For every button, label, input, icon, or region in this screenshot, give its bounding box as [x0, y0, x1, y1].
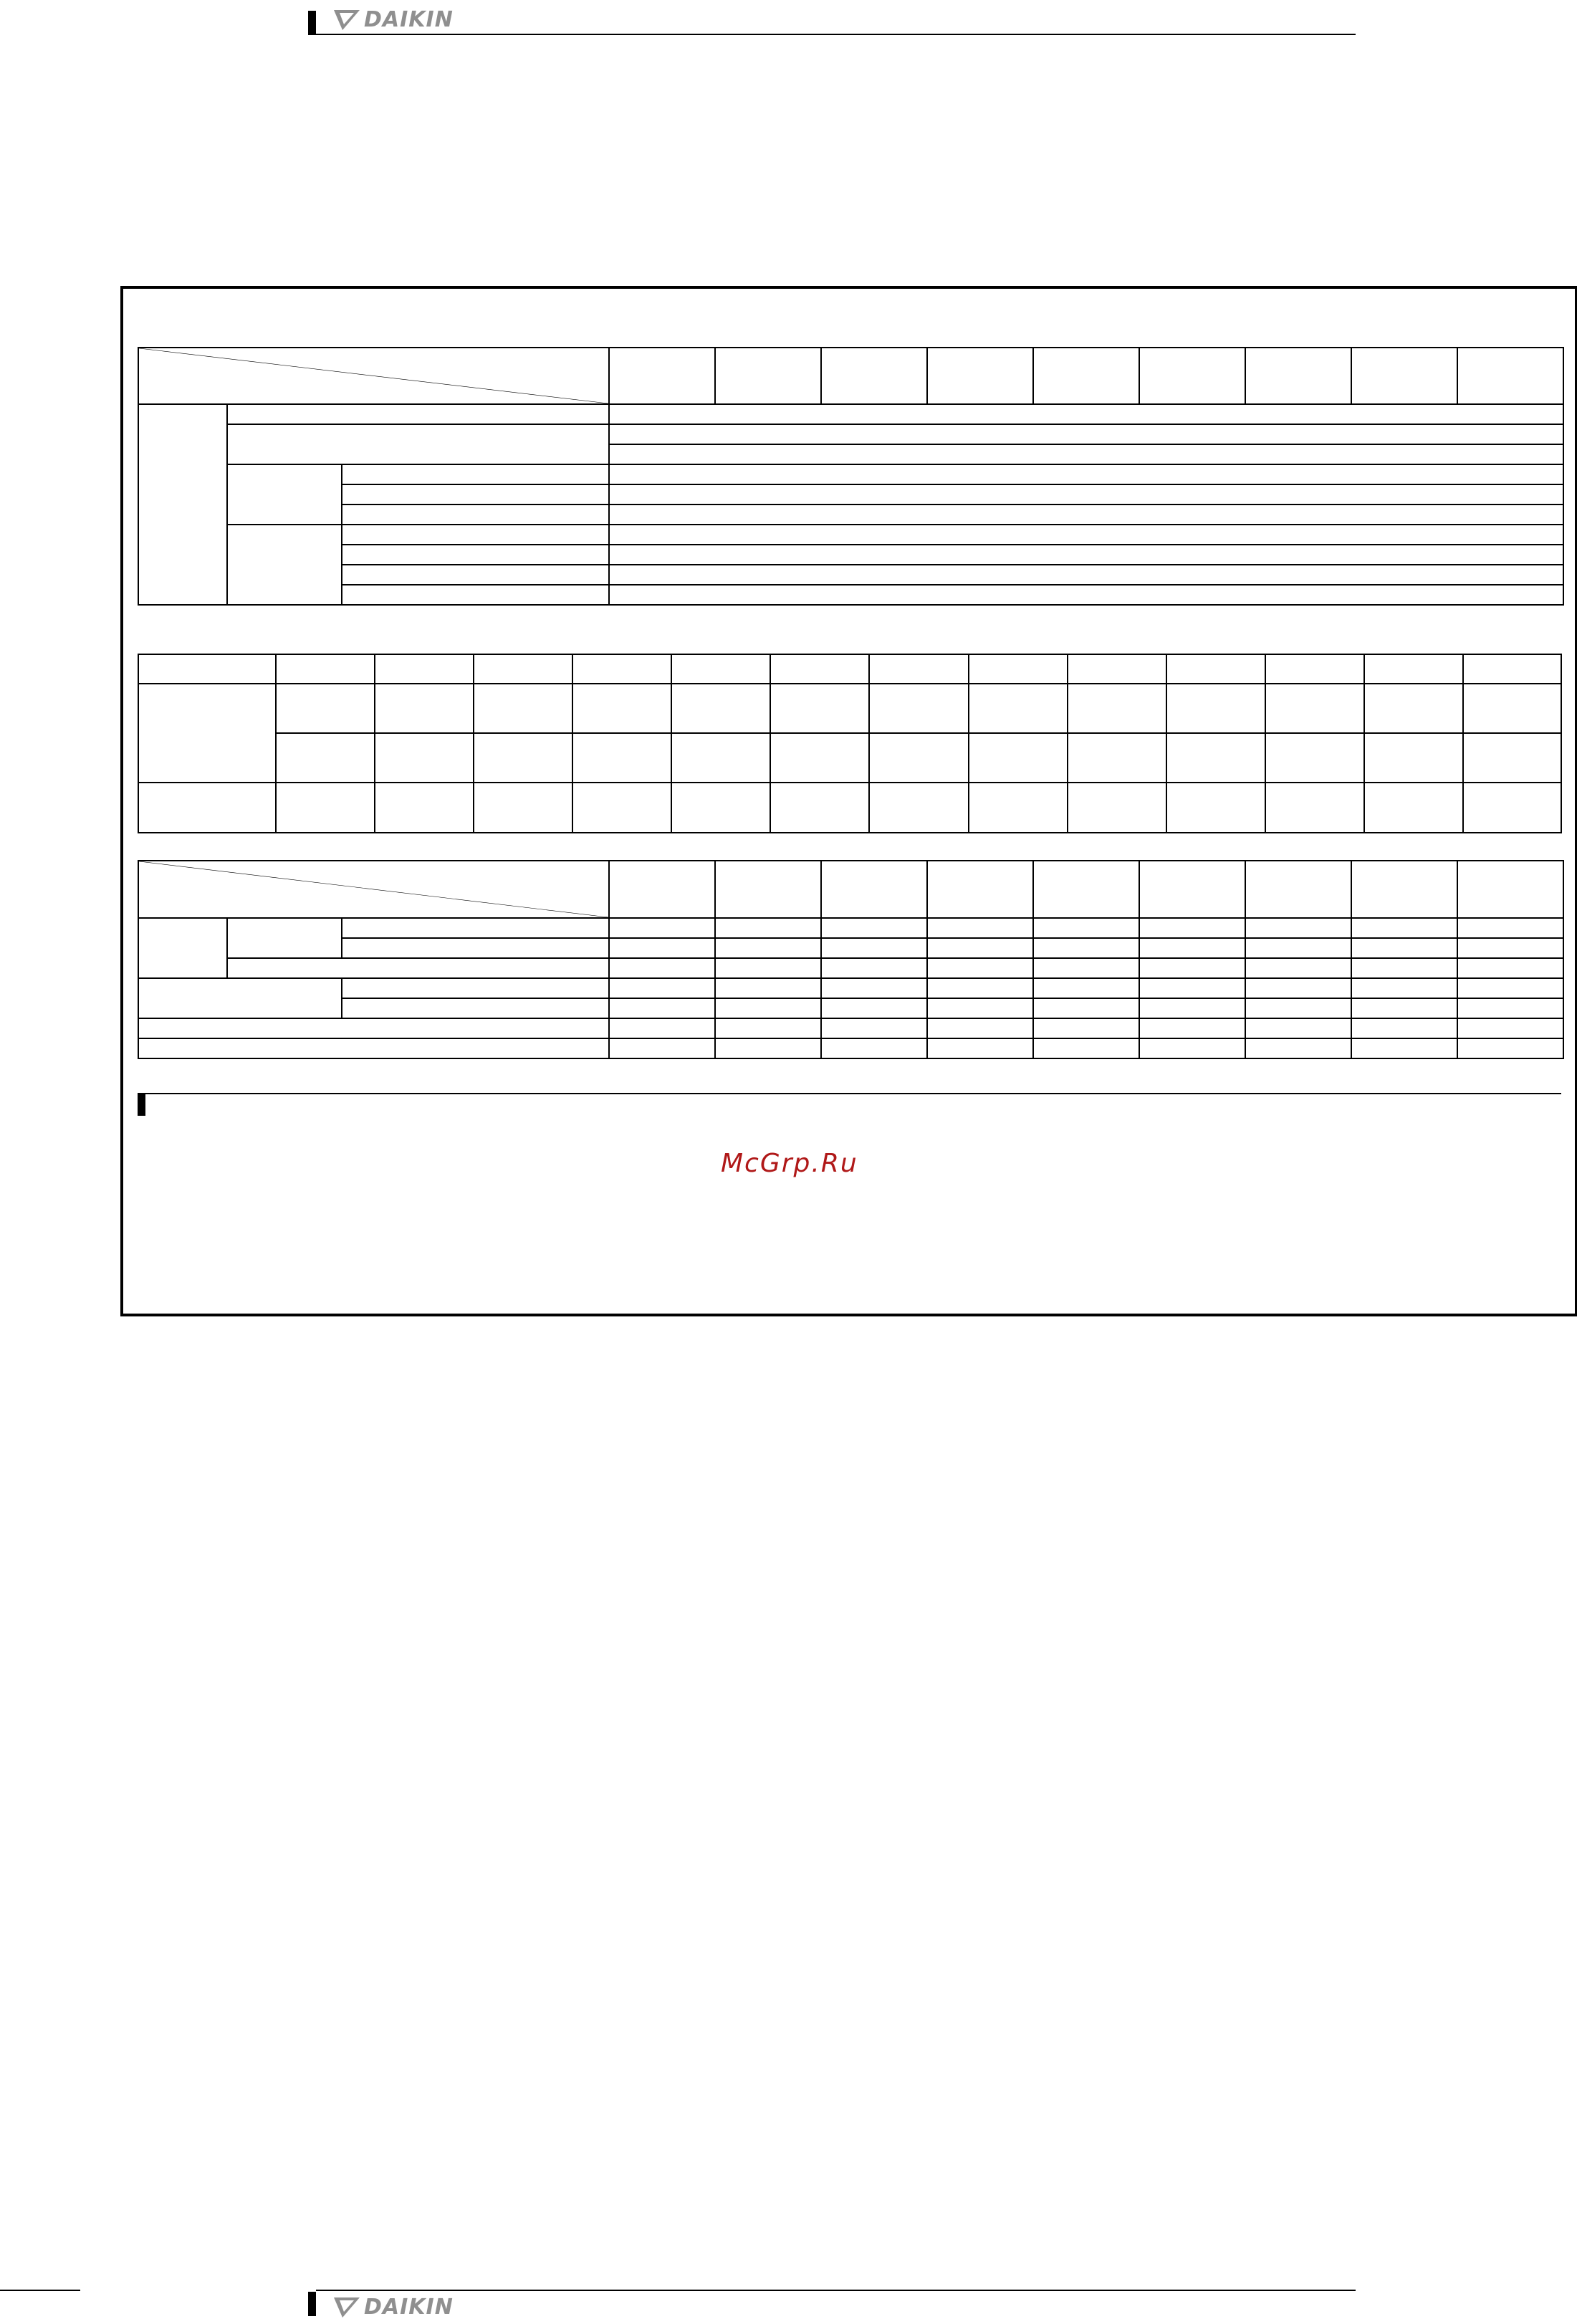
- table-cell: [1457, 918, 1563, 938]
- row-value: [609, 525, 1563, 545]
- spec-table-1: [138, 347, 1564, 606]
- table-cell: [1166, 684, 1265, 733]
- row-value: [609, 404, 1563, 424]
- row-sub-group-label: [227, 525, 342, 605]
- table-row: [138, 525, 1563, 545]
- table-row: [138, 958, 1563, 978]
- row-group-label: [138, 978, 342, 1018]
- model-column-header: [715, 861, 821, 918]
- row-label: [342, 565, 609, 585]
- table-cell: [927, 938, 1033, 958]
- row-label: [138, 684, 276, 783]
- table-cell: [572, 654, 671, 684]
- table-cell: [276, 654, 375, 684]
- table-cell: [715, 998, 821, 1018]
- table-cell: [715, 1038, 821, 1058]
- table-cell: [375, 733, 474, 783]
- diagonal-header-cell: [138, 861, 609, 918]
- row-label: [342, 938, 609, 958]
- table-cell: [715, 938, 821, 958]
- table-cell: [821, 1018, 927, 1038]
- footer-rule: [316, 2290, 1356, 2291]
- table-row: [138, 684, 1561, 733]
- table-cell: [375, 684, 474, 733]
- table-cell: [1265, 783, 1364, 833]
- table-cell: [869, 783, 968, 833]
- row-sub-group-label: [227, 918, 342, 958]
- table-cell: [821, 978, 927, 998]
- table-cell: [1364, 684, 1463, 733]
- table-row: [138, 404, 1563, 424]
- model-column-header: [1139, 348, 1245, 404]
- table-cell: [821, 1038, 927, 1058]
- table-cell: [927, 978, 1033, 998]
- row-value: [609, 484, 1563, 505]
- table-cell: [770, 783, 869, 833]
- table-cell: [1139, 978, 1245, 998]
- spec-table-2: [138, 654, 1562, 833]
- model-column-header: [927, 348, 1033, 404]
- table-cell: [1457, 998, 1563, 1018]
- spec-table-3: [138, 860, 1564, 1059]
- model-column-header: [1457, 861, 1563, 918]
- table-cell: [869, 654, 968, 684]
- table-cell: [609, 1018, 715, 1038]
- table-cell: [1457, 978, 1563, 998]
- table-cell: [1463, 783, 1561, 833]
- table-cell: [1033, 978, 1139, 998]
- row-label: [227, 958, 609, 978]
- table-cell: [821, 918, 927, 938]
- table-cell: [375, 783, 474, 833]
- table-cell: [671, 684, 770, 733]
- model-column-header: [609, 348, 715, 404]
- table-cell: [927, 918, 1033, 938]
- row-label: [227, 424, 609, 464]
- diagonal-header-cell: [138, 348, 609, 404]
- table-row: [138, 1018, 1563, 1038]
- table-cell: [1033, 998, 1139, 1018]
- table-cell: [869, 684, 968, 733]
- table-cell: [572, 684, 671, 733]
- table-cell: [276, 783, 375, 833]
- row-label: [342, 464, 609, 484]
- table-cell: [1457, 938, 1563, 958]
- table-cell: [609, 1038, 715, 1058]
- table-cell: [1457, 958, 1563, 978]
- table-cell: [821, 958, 927, 978]
- table-cell: [572, 733, 671, 783]
- table-cell: [1068, 783, 1166, 833]
- table-cell: [1265, 654, 1364, 684]
- table-cell: [1351, 938, 1457, 958]
- table-cell: [1351, 918, 1457, 938]
- table-cell: [1245, 998, 1351, 1018]
- table-cell: [1033, 938, 1139, 958]
- table-row: [138, 464, 1563, 484]
- table-cell: [138, 654, 276, 684]
- table-cell: [609, 998, 715, 1018]
- table-cell: [1351, 958, 1457, 978]
- row-value: [609, 424, 1563, 444]
- row-label: [342, 505, 609, 525]
- row-label: [342, 978, 609, 998]
- row-group-label: [138, 918, 227, 978]
- row-label: [342, 545, 609, 565]
- table-row: [138, 505, 1563, 525]
- table-cell: [1463, 733, 1561, 783]
- table-cell: [927, 998, 1033, 1018]
- table-row: [138, 565, 1563, 585]
- header-logo: [332, 9, 454, 32]
- table-cell: [927, 1038, 1033, 1058]
- table-cell: [715, 958, 821, 978]
- table-cell: [1033, 918, 1139, 938]
- table-cell: [1139, 918, 1245, 938]
- model-column-header: [1033, 861, 1139, 918]
- section-accent-bar: [138, 1093, 145, 1116]
- footer-brand-text: DAIKIN: [364, 2295, 454, 2320]
- model-column-header: [1351, 348, 1457, 404]
- watermark-text: McGrp.Ru: [721, 1149, 858, 1178]
- table-header-row: [138, 861, 1563, 918]
- row-value: [609, 565, 1563, 585]
- table-cell: [927, 958, 1033, 978]
- row-label: [138, 783, 276, 833]
- table-cell: [969, 783, 1068, 833]
- table-cell: [1351, 1018, 1457, 1038]
- table-cell: [1139, 958, 1245, 978]
- table-cell: [609, 958, 715, 978]
- table-cell: [276, 733, 375, 783]
- table-cell: [474, 684, 572, 733]
- row-group-label: [138, 404, 227, 605]
- daikin-triangle-icon: [332, 9, 361, 32]
- row-value: [609, 444, 1563, 464]
- row-label: [342, 585, 609, 605]
- daikin-triangle-icon: [332, 2296, 361, 2319]
- footer-left-rule: [0, 2290, 80, 2291]
- table-cell: [1068, 654, 1166, 684]
- table-header-row: [138, 654, 1561, 684]
- section-rule: [145, 1093, 1561, 1094]
- table-cell: [1166, 733, 1265, 783]
- model-column-header: [1351, 861, 1457, 918]
- table-cell: [969, 654, 1068, 684]
- table-cell: [609, 918, 715, 938]
- table-cell: [1245, 1018, 1351, 1038]
- table-cell: [821, 938, 927, 958]
- table-row: [138, 545, 1563, 565]
- table-cell: [1033, 958, 1139, 978]
- table-cell: [375, 654, 474, 684]
- table-cell: [1265, 733, 1364, 783]
- model-column-header: [1245, 348, 1351, 404]
- table-cell: [1245, 918, 1351, 938]
- row-label: [342, 525, 609, 545]
- table-cell: [1033, 1018, 1139, 1038]
- table-cell: [572, 783, 671, 833]
- table-cell: [969, 684, 1068, 733]
- model-column-header: [609, 861, 715, 918]
- row-value: [609, 545, 1563, 565]
- model-column-header: [1033, 348, 1139, 404]
- table-cell: [770, 684, 869, 733]
- row-label: [227, 404, 609, 424]
- table-cell: [1166, 783, 1265, 833]
- table-cell: [1457, 1038, 1563, 1058]
- model-column-header: [927, 861, 1033, 918]
- model-column-header: [715, 348, 821, 404]
- table-cell: [927, 1018, 1033, 1038]
- table-cell: [1364, 783, 1463, 833]
- table-row: [138, 484, 1563, 505]
- table-row: [138, 424, 1563, 444]
- table-cell: [770, 733, 869, 783]
- table-header-row: [138, 348, 1563, 404]
- table-row: [138, 918, 1563, 938]
- table-cell: [474, 783, 572, 833]
- table-cell: [715, 918, 821, 938]
- row-sub-group-label: [227, 464, 342, 525]
- table-cell: [474, 733, 572, 783]
- table-row: [138, 998, 1563, 1018]
- table-cell: [1351, 1038, 1457, 1058]
- table-cell: [1245, 1038, 1351, 1058]
- table-row: [138, 733, 1561, 783]
- header-brand-text: DAIKIN: [364, 7, 454, 32]
- table-cell: [1068, 733, 1166, 783]
- table-row: [138, 783, 1561, 833]
- table-row: [138, 1038, 1563, 1058]
- model-column-header: [1139, 861, 1245, 918]
- table-cell: [1463, 684, 1561, 733]
- row-value: [609, 464, 1563, 484]
- model-column-header: [1457, 348, 1563, 404]
- row-label: [342, 998, 609, 1018]
- table-cell: [671, 733, 770, 783]
- table-cell: [1351, 978, 1457, 998]
- header-accent-bar: [308, 11, 316, 35]
- table-cell: [1245, 978, 1351, 998]
- table-cell: [1364, 654, 1463, 684]
- table-cell: [1068, 684, 1166, 733]
- row-value: [609, 585, 1563, 605]
- row-label: [342, 484, 609, 505]
- table-row: [138, 978, 1563, 998]
- table-cell: [1245, 938, 1351, 958]
- table-cell: [1139, 1018, 1245, 1038]
- row-label: [138, 1038, 609, 1058]
- table-cell: [1351, 998, 1457, 1018]
- footer-logo: [332, 2296, 454, 2319]
- model-column-header: [821, 861, 927, 918]
- table-cell: [671, 783, 770, 833]
- table-cell: [671, 654, 770, 684]
- table-cell: [715, 1018, 821, 1038]
- table-cell: [1139, 938, 1245, 958]
- table-cell: [1457, 1018, 1563, 1038]
- table-cell: [474, 654, 572, 684]
- table-cell: [969, 733, 1068, 783]
- row-value: [609, 505, 1563, 525]
- table-row: [138, 585, 1563, 605]
- table-cell: [715, 978, 821, 998]
- model-column-header: [821, 348, 927, 404]
- table-cell: [1033, 1038, 1139, 1058]
- table-cell: [609, 938, 715, 958]
- table-row: [138, 938, 1563, 958]
- table-cell: [1139, 998, 1245, 1018]
- row-label: [342, 918, 609, 938]
- model-column-header: [1245, 861, 1351, 918]
- table-cell: [276, 684, 375, 733]
- table-cell: [821, 998, 927, 1018]
- table-cell: [609, 978, 715, 998]
- footer-accent-bar: [308, 2292, 316, 2316]
- table-cell: [1166, 654, 1265, 684]
- table-cell: [869, 733, 968, 783]
- table-cell: [1245, 958, 1351, 978]
- table-cell: [770, 654, 869, 684]
- header-rule: [316, 34, 1356, 35]
- row-label: [138, 1018, 609, 1038]
- table-cell: [1139, 1038, 1245, 1058]
- table-cell: [1364, 733, 1463, 783]
- table-cell: [1265, 684, 1364, 733]
- table-cell: [1463, 654, 1561, 684]
